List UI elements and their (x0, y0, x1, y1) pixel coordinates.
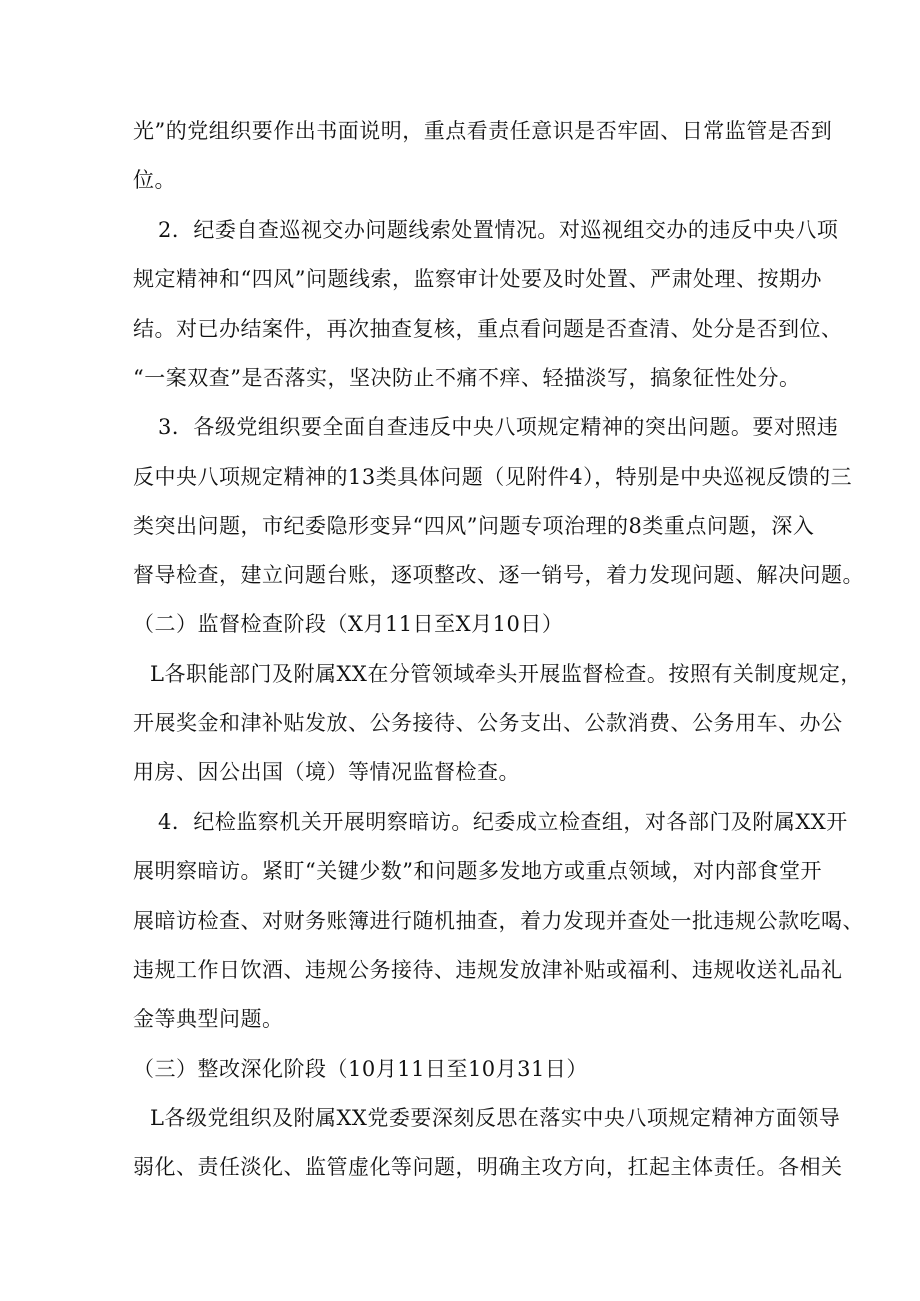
text-line: 2．纪委自查巡视交办问题线索处置情况。对巡视组交办的违反中央八项 (158, 218, 839, 242)
text-line: “一案双查”是否落实，坚决防止不痛不痒、轻描淡写，搞象征性处分。 (133, 366, 801, 390)
text-line: 4．纪检监察机关开展明察暗访。纪委成立检查组，对各部门及附属XX开 (158, 810, 848, 834)
text-line: 位。 (133, 168, 176, 192)
text-line: 督导检查，建立问题台账，逐项整改、逐一销号，着力发现问题、解决问题。 (133, 563, 864, 587)
text-line: 金等典型问题。 (133, 1007, 284, 1031)
text-line: 反中央八项规定精神的13类具体问题（见附件4），特别是中央巡视反馈的三 (133, 465, 853, 489)
text-line: 弱化、责任淡化、监管虚化等问题，明确主攻方向，扛起主体责任。各相关 (133, 1155, 843, 1179)
text-line: L各级党组织及附属XX党委要深刻反思在落实中央八项规定精神方面领导 (150, 1106, 841, 1130)
text-line: 展明察暗访。紧盯“关键少数”和问题多发地方或重点领域，对内部食堂开 (133, 859, 822, 883)
text-line: L各职能部门及附属XX在分管领域牵头开展监督检查。按照有关制度规定， (150, 662, 862, 686)
text-line: 开展奖金和津补贴发放、公务接待、公务支出、公款消费、公务用车、办公 (133, 711, 843, 735)
text-line: 结。对已办结案件，再次抽查复核，重点看问题是否查清、处分是否到位、 (133, 317, 843, 341)
text-line: 用房、因公出国（境）等情况监督检查。 (133, 760, 520, 784)
text-line: 展暗访检查、对财务账簿进行随机抽查，着力发现并查处一批违规公款吃喝、 (133, 909, 864, 933)
section-heading-text: （三）整改深化阶段（10月11日至10月31日） (133, 1057, 588, 1081)
text-line: 光”的党组织要作出书面说明，重点看责任意识是否牢固、日常监管是否到 (133, 119, 833, 143)
text-line: 违规工作日饮酒、违规公务接待、违规发放津补贴或福利、违规收送礼品礼 (133, 958, 843, 982)
text-line: 规定精神和“四风”问题线索，监察审计处要及时处置、严肃处理、按期办 (133, 267, 822, 291)
text-line: 3．各级党组织要全面自查违反中央八项规定精神的突出问题。要对照违 (158, 415, 839, 439)
text-line: 类突出问题，市纪委隐形变异“四风”问题专项治理的8类重点问题，深入 (133, 514, 815, 538)
section-heading-text: （二）监督检查阶段（X月11日至X月10日） (133, 612, 564, 636)
